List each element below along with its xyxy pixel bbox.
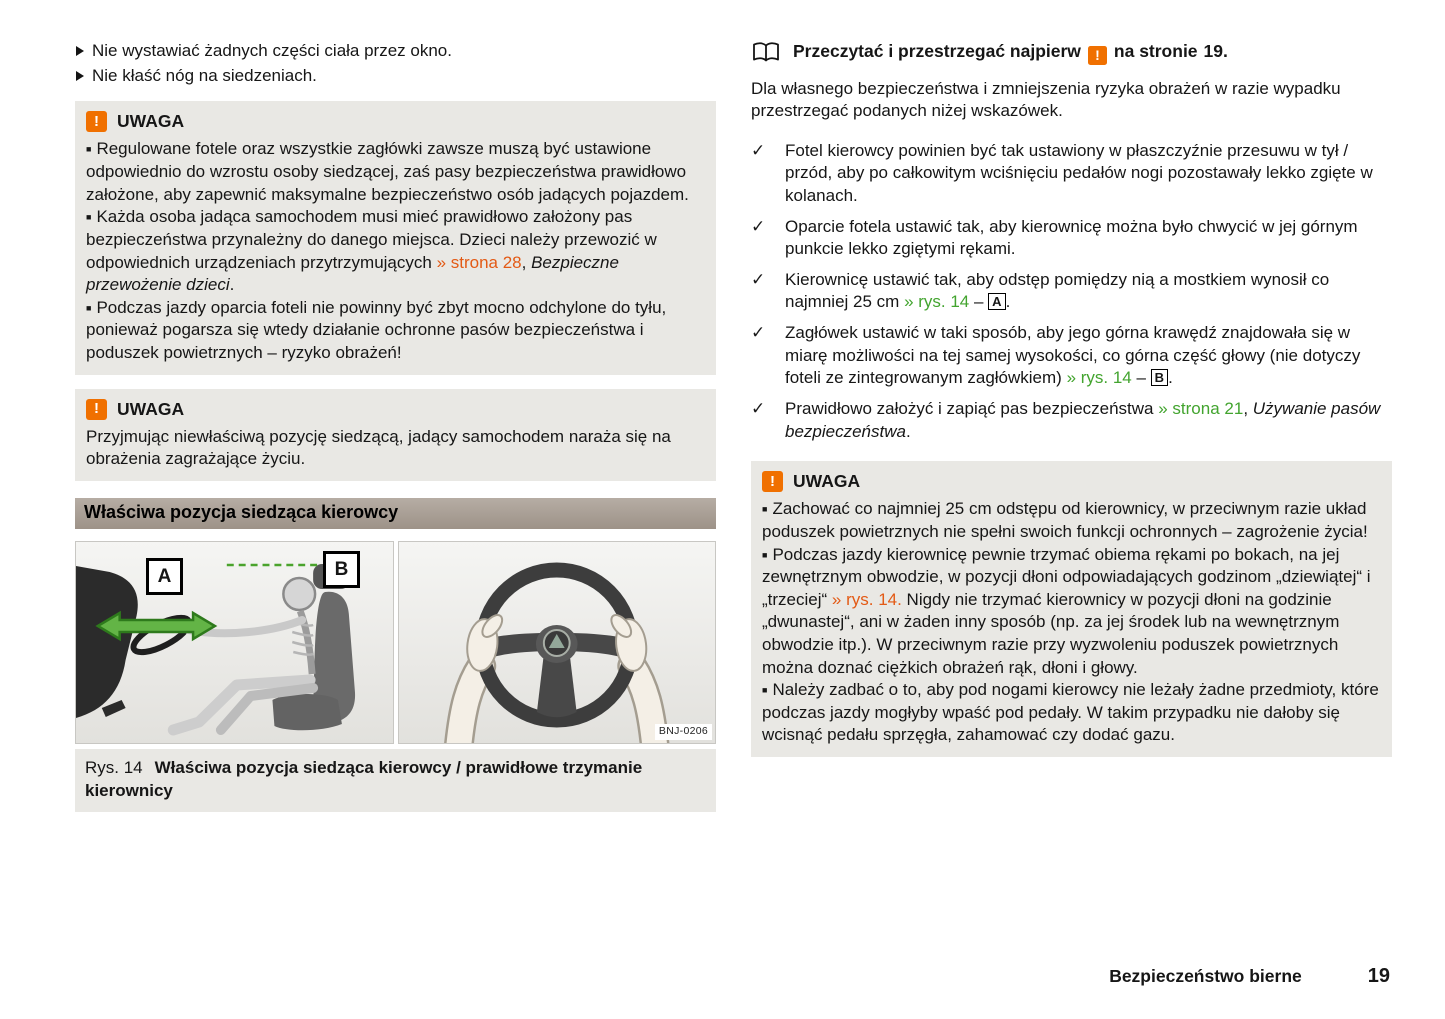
figure-caption (75, 749, 716, 812)
checklist-item (751, 216, 1392, 261)
warning-exclamation-icon: ! (762, 471, 783, 492)
checklist-text: Oparcie fotela ustawić tak, aby kierownicę można było chwycić w jej górnym punkcie lekko zgiętymi rękami. (785, 216, 1358, 259)
page-link-strona-28[interactable]: » strona 28 (436, 252, 522, 272)
warning-paragraph (86, 426, 705, 471)
warning-exclamation-icon: ! (86, 111, 107, 132)
square-bullet-icon: ■ (762, 685, 768, 696)
warning-title: UWAGA (793, 471, 861, 492)
figure-rys-14 (75, 541, 716, 744)
warning-paragraph (86, 138, 705, 206)
callout-letter-a: A (988, 293, 1005, 310)
chapter-reference: Bezpieczne przewożenie dzieci (86, 252, 619, 295)
footer-page-number: 19 (1367, 965, 1390, 987)
warning-text: Podczas jazdy oparcia foteli nie powinny być zbyt mocno odchylone do tyłu, ponieważ pogarsza się wtedy działanie ochronne pasów bezpieczeństwa i poduszek powietrznych – ryzyko obrażeń! (86, 297, 667, 362)
warning-paragraph (762, 498, 1381, 543)
page-link-strona-21[interactable]: » strona 21 (1158, 398, 1244, 418)
square-bullet-icon: ■ (86, 212, 92, 223)
section-header: Właściwa pozycja siedząca kierowcy (75, 498, 716, 529)
figure-link-rys-14[interactable]: » rys. 14 (1066, 368, 1132, 388)
checklist-text-part: Zagłówek ustawić w taki sposób, aby jego górna krawędź znajdowała się w miarę możliwości na tej samej wysokości, co górna część głowy (nie dotyczy foteli ze zintegrowanym zagłówkiem) (785, 323, 1361, 388)
warning-text: Przyjmując niewłaściwą pozycję siedzącą, jadący samochodem naraża się na obrażenia zagrażające życiu. (86, 426, 671, 469)
chapter-reference: Używanie pasów bezpieczeństwa (785, 398, 1381, 441)
warning-text: Podczas jazdy kierownicę pewnie trzymać obiema rękami po bokach, na jej zewnętrznym obwodzie, w pozycji dłoni odpowiadających godzinom „dziewiątej“ i „trzeciej“ (762, 544, 1371, 609)
checklist-text-part: , (1243, 398, 1253, 418)
warning-header (762, 470, 1381, 493)
image-code: BNJ-0206 (655, 724, 712, 740)
figure-number: Rys. 14 (85, 758, 143, 777)
triangle-bullet-icon (76, 46, 84, 56)
callout-letter-b: B (1151, 369, 1168, 386)
warning-paragraph (762, 544, 1381, 680)
warning-header (86, 110, 705, 133)
warning-text: Nigdy nie trzymać kierownicy w pozycji dłoni na godzinie „dwunastej“, ani w żaden inny sposób (np. za jej środek lub na wewnętrznym obwodzie itp.). W przeciwnym razie przy wyzwoleniu poduszek powietrznych można doznać ciężkich obrażeń rąk, dłoni i głowy. (762, 589, 1340, 677)
driver-position-image (75, 541, 394, 744)
figure-label-a: A (146, 558, 183, 595)
checklist-item (751, 398, 1392, 443)
list-item (75, 40, 716, 63)
warning-text: Zachować co najmniej 25 cm odstępu od kierownicy, w przeciwnym razie układ poduszek powietrznych nie spełni swoich funkcji ochronnych – zagrożenie życia! (762, 499, 1368, 541)
steering-wheel-illustration (399, 542, 716, 743)
warning-text: Należy zadbać o to, aby pod nogami kierowcy nie leżały żadne przedmioty, które podczas jazdy mogłyby wpaść pod pedały. W takim przypadku nie dałoby się wcisnąć pedału sprzęgła, zahamować czy dodać gazu. (762, 680, 1379, 745)
square-bullet-icon: ■ (86, 302, 92, 313)
checklist-text (785, 269, 1392, 314)
read-first-page-ref: 19. (1203, 41, 1228, 61)
checkmark-icon: ✓ (751, 216, 766, 236)
read-first-text-2: na stronie (1113, 41, 1198, 61)
warning-box-seat-adjustment (75, 101, 716, 374)
warning-exclamation-icon: ! (1088, 46, 1107, 65)
figure-link-rys-14[interactable]: » rys. 14 (904, 292, 970, 312)
checkmark-icon: ✓ (751, 140, 766, 160)
read-first-note (751, 40, 1392, 65)
checklist-text-part: – (969, 292, 989, 312)
warning-box-steering-wheel (751, 461, 1392, 757)
checklist-text-part: – (1131, 368, 1151, 388)
warning-paragraph (762, 679, 1381, 747)
bullet-text: Nie kłaść nóg na siedzeniach. (92, 65, 317, 85)
warning-exclamation-icon: ! (86, 399, 107, 420)
checkmark-icon: ✓ (751, 398, 766, 418)
checklist-item (751, 322, 1392, 390)
read-first-text (793, 40, 1228, 65)
warning-header (86, 398, 705, 421)
warning-text: . (229, 275, 235, 295)
warning-paragraph (86, 206, 705, 296)
checkmark-icon: ✓ (751, 269, 766, 289)
page-footer (1109, 965, 1390, 988)
checkmark-icon: ✓ (751, 323, 766, 343)
figure-title: Właściwa pozycja siedząca kierowcy / prawidłowe trzymanie kierownicy (85, 758, 643, 800)
checklist-text (785, 398, 1392, 443)
book-icon (751, 41, 781, 64)
steering-wheel-image (398, 541, 717, 744)
checklist-text-part: . (1168, 368, 1173, 388)
warning-box-seating-position (75, 389, 716, 481)
read-first-text-1: Przeczytać i przestrzegać najpierw (793, 41, 1081, 61)
figure-link-rys-14[interactable]: » rys. 14. (831, 589, 902, 609)
checklist-text-part: Kierownicę ustawić tak, aby odstęp pomiędzy nią a mostkiem wynosił co najmniej 25 cm (785, 269, 1330, 312)
bullet-text: Nie wystawiać żadnych części ciała przez okno. (92, 41, 452, 60)
square-bullet-icon: ■ (762, 504, 768, 515)
checklist-item (751, 140, 1392, 208)
list-item (75, 65, 716, 88)
warning-text: , (521, 252, 532, 272)
warning-text: Regulowane fotele oraz wszystkie zagłówki zawsze muszą być ustawione odpowiednio do wzrostu osoby siedzącej, zaś pasy bezpieczeństwa prawidłowo założone, aby zapewnić maksymalne bezpieczeństwo osób jadących pojazdem. (86, 139, 689, 204)
square-bullet-icon: ■ (762, 549, 768, 560)
checklist-item (751, 269, 1392, 314)
checklist-text-part: . (1005, 292, 1011, 312)
intro-paragraph: Dla własnego bezpieczeństwa i zmniejszenia ryzyka obrażeń w razie wypadku przestrzegać podanych niżej wskazówek. (751, 78, 1341, 121)
figure-label-b: B (323, 551, 360, 588)
square-bullet-icon: ■ (86, 144, 92, 155)
left-column (75, 40, 716, 812)
footer-section-title: Bezpieczeństwo bierne (1109, 966, 1302, 986)
checklist-text (785, 322, 1392, 390)
checklist-text-part: Prawidłowo założyć i zapiąć pas bezpieczeństwa (785, 398, 1159, 418)
checklist-text-part: . (905, 421, 911, 441)
warning-text: Każda osoba jadąca samochodem musi mieć prawidłowo założony pas bezpieczeństwa przynależny do danego miejsca. Dzieci należy przewozić w odpowiednich urządzeniach przytrzymujących (86, 207, 657, 272)
warning-paragraph (86, 297, 705, 365)
triangle-bullet-icon (76, 71, 84, 81)
checklist-text: Fotel kierowcy powinien być tak ustawiony w płaszczyźnie przesuwu w tył / przód, aby po całkowitym wciśnięciu pedałów nogi pozostawały lekko zgięte w kolanach. (785, 140, 1373, 206)
warning-title: UWAGA (117, 398, 185, 419)
warning-title: UWAGA (117, 111, 185, 132)
right-column (751, 40, 1392, 757)
